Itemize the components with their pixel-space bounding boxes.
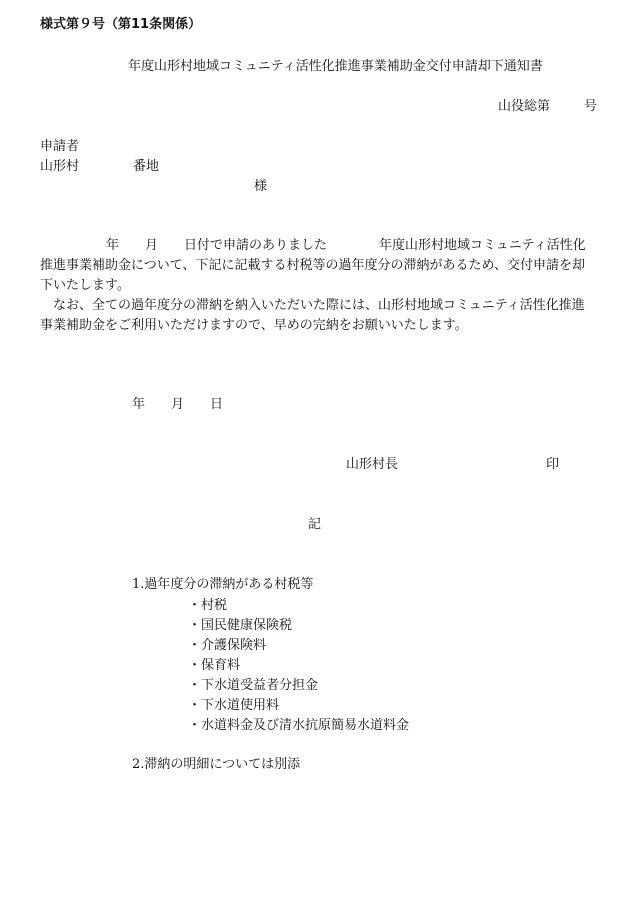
document-number-suffix: 号 <box>584 99 598 114</box>
document-number-prefix: 山役総第 <box>498 99 551 114</box>
issue-date <box>132 396 223 414</box>
applicant-honorific: 様 <box>254 179 268 194</box>
applicant-village: 山形村 <box>40 159 80 174</box>
issue-date-year: 年 <box>132 397 146 412</box>
body-year: 年 <box>106 238 120 253</box>
applicant-address-suffix: 番地 <box>133 159 160 174</box>
form-number: 様式第９号（第11条関係） <box>40 17 202 32</box>
list-item: ・水道料金及び清水抗原簡易水道料金 <box>188 718 410 733</box>
list-item: ・下水道受益者分担金 <box>188 678 319 693</box>
body-paragraph-2: なお、全ての過年度分の滞納を納入いただいた際には、山形村地域コミュニティ活性化推進事業補助金をご利用いただけますので、早めの完納をお願いいたします。 <box>40 298 585 333</box>
applicant-address <box>40 158 159 176</box>
notice-paragraph-1 <box>40 236 592 296</box>
mayor-signature: 山形村長 <box>346 457 399 472</box>
notice-body <box>40 236 592 336</box>
body-month: 月 <box>145 238 159 253</box>
document-title: 年度山形村地域コミュニティ活性化推進事業補助金交付申請却下通知書 <box>128 59 543 74</box>
list-item: ・保育料 <box>188 658 241 673</box>
list-item: ・介護保険料 <box>188 638 267 653</box>
list-item: ・村税 <box>188 598 228 613</box>
section-1-heading: 1.過年度分の滞納がある村税等 <box>132 577 314 592</box>
seal-mark: 印 <box>546 457 560 472</box>
section-2-heading: 2.滞納の明細については別添 <box>132 757 301 772</box>
list-item: ・下水道使用料 <box>188 698 280 713</box>
applicant-label: 申請者 <box>40 139 80 154</box>
list-item: ・国民健康保険税 <box>188 618 293 633</box>
ki-heading: 記 <box>308 517 322 532</box>
body-line1-tail: 年度山形村地域コミュニティ活性化推進事業補助金について、下記に記載する村税等の過年度分の滞納があるため、交付申請を却下いたします。 <box>40 238 586 293</box>
tax-item-list <box>188 596 409 736</box>
document-number <box>498 98 597 116</box>
notice-paragraph-2 <box>40 296 592 336</box>
issue-date-month: 月 <box>171 397 185 412</box>
issue-date-day: 日 <box>210 397 224 412</box>
body-line1-mid: 日付で申請のありました <box>184 238 328 253</box>
